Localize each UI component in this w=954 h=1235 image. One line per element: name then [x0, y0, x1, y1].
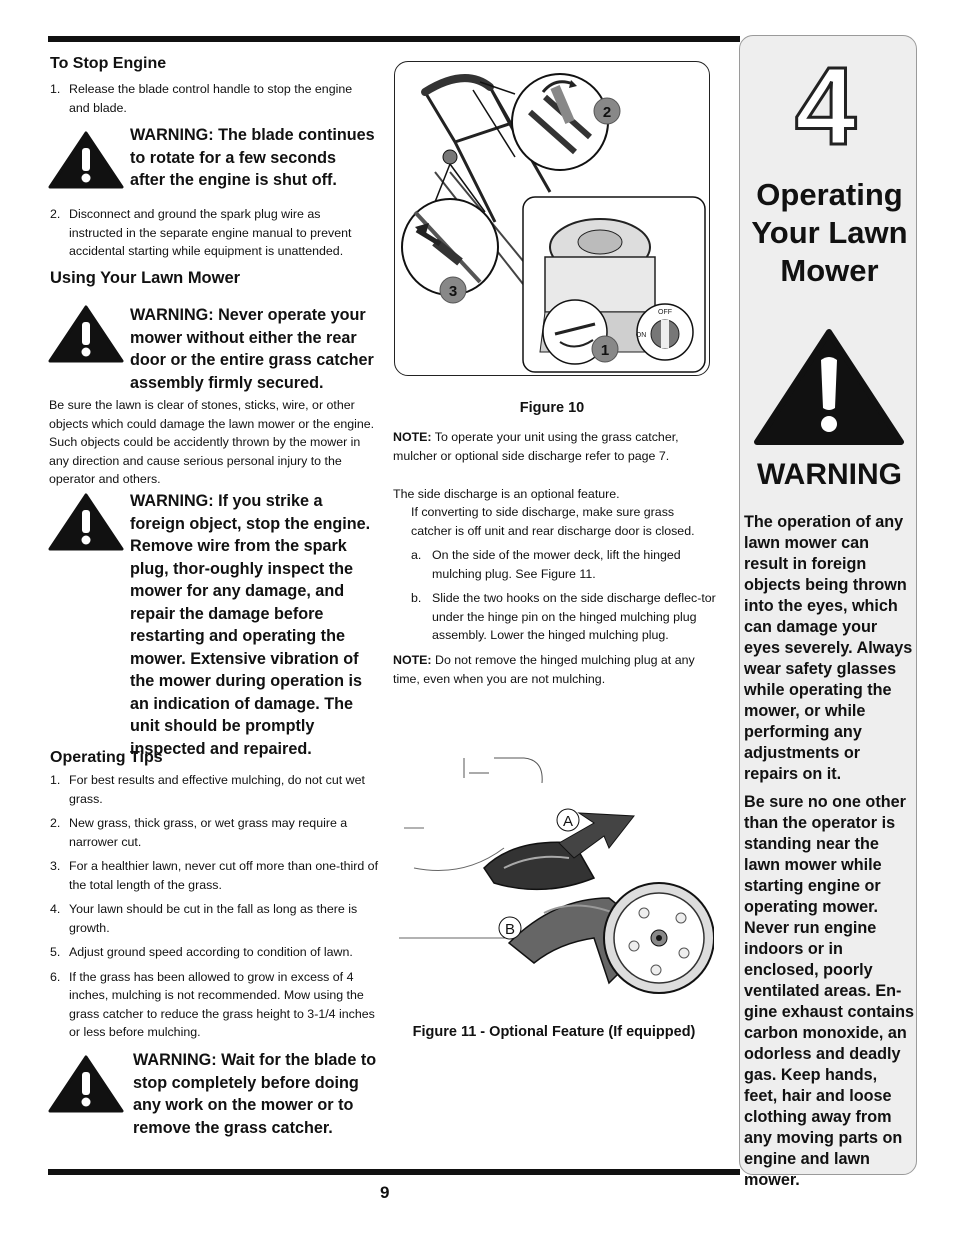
- list-item: [411, 546, 716, 583]
- callout-b: B: [504, 921, 516, 938]
- note-label: NOTE:: [393, 653, 432, 667]
- item-number: 1.: [50, 773, 61, 787]
- note-grass-catcher: [393, 428, 713, 465]
- list-item: [50, 943, 378, 962]
- step-text: Slide the two hooks on the side discharge deflec-tor under the hinge pin on the hinged mulching plug assembly. Lower the hinged mulching plug.: [432, 591, 716, 642]
- figure-10-drawing: [395, 62, 710, 376]
- chapter-number: 4: [795, 45, 857, 168]
- list-item: [50, 771, 378, 808]
- item-text: Your lawn should be cut in the fall as long as there is growth.: [69, 902, 358, 935]
- stop-engine-step2: [50, 205, 370, 261]
- step-text: On the side of the mower deck, lift the hinged mulching plug. See Figure 11.: [432, 548, 681, 581]
- item-text: New grass, thick grass, or wet grass may require a narrower cut.: [69, 816, 348, 849]
- operating-tips-list: [50, 771, 378, 1042]
- stop-engine-heading: To Stop Engine: [50, 55, 167, 72]
- off-label: OFF: [658, 309, 672, 316]
- item-text: Adjust ground speed according to condition of lawn.: [69, 945, 353, 959]
- bottom-rule: [48, 1169, 740, 1175]
- step-letter: b.: [411, 591, 422, 605]
- callout-3: 3: [448, 283, 458, 300]
- callout-a: A: [562, 813, 574, 830]
- figure-11-illustration: [394, 748, 714, 1010]
- warning-rear-door: WARNING: Never operate your mower without either the rear door or the entire grass catcher assembly firmly secured.: [130, 306, 374, 392]
- stop-engine-step1: [50, 80, 370, 117]
- warning-foreign-object: WARNING: If you strike a foreign object, stop the engine. Remove wire from the spark plug, thor-oughly inspect the mower for any damage, and repair the damage before restarting and operating the mower. Extensive vibration of the mower during operation is an indication of damage. The unit should be promptly inspected and repaired.: [130, 492, 371, 758]
- chapter-title: [742, 176, 917, 290]
- page-number: 9: [380, 1183, 390, 1202]
- title-line: Mower: [780, 253, 879, 288]
- item-text: For a healthier lawn, never cut off more than one-third of the total length of the grass.: [69, 859, 379, 892]
- figure-11-caption: Figure 11 - Optional Feature (If equipped): [412, 1024, 696, 1040]
- operating-tips-heading: Operating Tips: [50, 749, 163, 766]
- title-line: Your Lawn: [751, 215, 908, 250]
- list-item: [411, 589, 716, 645]
- warning-blade-rotate: WARNING: The blade continues to rotate for a few seconds after the engine is shut off.: [130, 126, 375, 189]
- step-letter: a.: [411, 548, 422, 562]
- step-number: 1.: [50, 82, 61, 96]
- note-text: Do not remove the hinged mulching plug at any time, even when you are not mulching.: [393, 653, 695, 686]
- item-number: 4.: [50, 902, 61, 916]
- note-text: To operate your unit using the grass catcher, mulcher or optional side discharge refer to page 7.: [393, 430, 679, 463]
- note-label: NOTE:: [393, 430, 432, 444]
- warning-triangle-icon: [48, 305, 124, 363]
- item-text: For best results and effective mulching, do not cut wet grass.: [69, 773, 365, 806]
- list-item: [50, 814, 378, 851]
- title-line: Operating: [756, 177, 903, 212]
- using-mower-heading: Using Your Lawn Mower: [50, 269, 241, 287]
- side-discharge-intro: The side discharge is an optional feature.: [393, 487, 620, 501]
- warning-heading: WARNING: [757, 458, 902, 491]
- step-text: Disconnect and ground the spark plug wire as instructed in the separate engine manual to prevent accidental starting while equipment is unattended.: [69, 207, 352, 258]
- list-item: [50, 857, 378, 894]
- item-number: 5.: [50, 945, 61, 959]
- step-text: Release the blade control handle to stop the engine and blade.: [69, 82, 353, 115]
- note-mulching-plug: [393, 651, 713, 688]
- item-number: 6.: [50, 969, 61, 984]
- side-discharge-steps: [411, 546, 716, 645]
- figure-10-illustration: [394, 61, 710, 376]
- item-number: 3.: [50, 859, 61, 873]
- lawn-clear-paragraph: Be sure the lawn is clear of stones, sticks, wire, or other objects which could damage the lawn mower or the engine. Such objects could be accidently thrown by the mower in any direction and cause serious personal injury to the operator and others.: [49, 398, 375, 486]
- item-number: 2.: [50, 816, 61, 830]
- large-warning-triangle-icon: [753, 328, 905, 446]
- list-item: [50, 968, 378, 1042]
- figure-10-caption: Figure 10: [519, 400, 585, 416]
- top-rule: [48, 36, 740, 42]
- warning-triangle-icon: [48, 1055, 124, 1113]
- warning-triangle-icon: [48, 493, 124, 551]
- side-discharge-instruction: If converting to side discharge, make sure grass catcher is off unit and rear discharge door is closed.: [411, 505, 695, 538]
- sidebar-operator-warning: Be sure no one other than the operator is standing near the lawn mower while starting engine or operating mower. Never run engine indoors or in enclosed, poorly ventilated areas. En-gine exhaust contains carbon monoxide, an odorless and deadly gas. Keep hands, feet, hair and loose clothing away from any moving parts on engine and lawn mower.: [744, 793, 915, 1189]
- callout-1: 1: [600, 342, 610, 359]
- sidebar-eye-warning: The operation of any lawn mower can result in foreign objects being thrown into the eyes, which can damage your eyes severely. Always wear safety glasses while operating the mower, or while performing any adjustments or repairs on it.: [744, 513, 913, 783]
- list-item: [50, 900, 378, 937]
- callout-2: 2: [602, 104, 612, 121]
- on-label: ON: [635, 332, 647, 339]
- warning-wait-blade: WARNING: Wait for the blade to stop completely before doing any work on the mower or to remove the grass catcher.: [133, 1051, 377, 1137]
- step-number: 2.: [50, 207, 61, 221]
- item-text: If the grass has been allowed to grow in excess of 4 inches, mulching is not recommended. Mow using the grass catcher to reduce the grass height to 3-1/4 inches or less before mulching.: [69, 969, 375, 1039]
- warning-triangle-icon: [48, 131, 124, 189]
